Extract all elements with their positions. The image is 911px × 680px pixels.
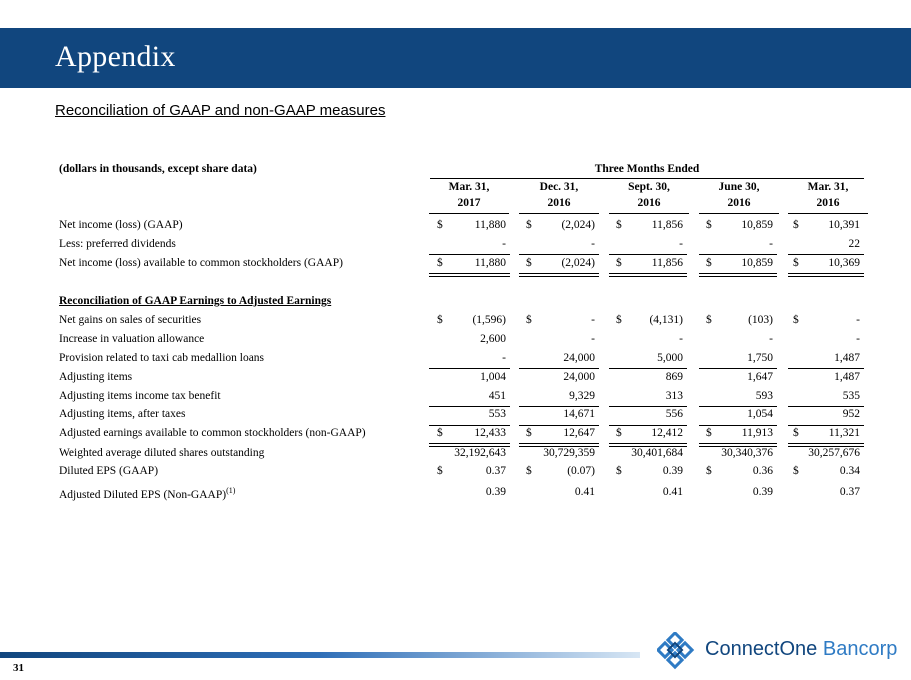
row-label — [59, 447, 264, 459]
logo-name-part1: ConnectOne — [705, 638, 818, 660]
column-header-date: Sept. 30, — [628, 181, 670, 193]
total-double-rule — [699, 273, 777, 277]
table-cell: - — [591, 238, 595, 250]
page-number: 31 — [13, 662, 24, 674]
footnote-marker: (1) — [226, 486, 236, 495]
table-cell: 9,329 — [569, 390, 595, 402]
currency-symbol: $ — [793, 427, 799, 439]
table-row-diluted-eps — [0, 465, 911, 483]
table-cell: 0.41 — [662, 486, 683, 498]
table-row-adj-eps — [0, 486, 911, 504]
table-cell: 1,487 — [834, 371, 860, 383]
table-cell: (4,131) — [649, 314, 683, 326]
row-label — [59, 219, 183, 231]
subtotal-rule — [609, 425, 687, 426]
table-cell: 5,000 — [657, 352, 683, 364]
column-header-date: Dec. 31, — [539, 181, 579, 193]
table-cell: 30,401,684 — [631, 447, 683, 459]
table-cell: 593 — [755, 390, 773, 402]
currency-symbol: $ — [526, 219, 532, 231]
row-label-text: Adjusting items, after taxes — [59, 408, 186, 420]
currency-symbol: $ — [706, 427, 712, 439]
group-header: Three Months Ended — [594, 163, 700, 175]
column-header-rule — [699, 213, 779, 214]
table-cell: 11,880 — [474, 219, 506, 231]
table-cell: 22 — [848, 238, 860, 250]
table-cell: 1,054 — [747, 408, 773, 420]
row-label-text: Adjusted Diluted EPS (Non-GAAP) — [59, 488, 227, 501]
footer-gradient-bar — [0, 652, 640, 658]
row-label — [59, 408, 185, 420]
logo-name-part2: Bancorp — [822, 638, 898, 660]
subtotal-rule — [699, 254, 777, 255]
logo-mark-icon — [657, 632, 697, 672]
column-header-year: 2017 — [457, 197, 481, 209]
table-cell: 0.37 — [485, 465, 506, 477]
table-cell: - — [502, 352, 506, 364]
table-cell: 24,000 — [563, 371, 595, 383]
table-cell: - — [591, 333, 595, 345]
column-header-rule — [429, 213, 509, 214]
row-label — [59, 486, 235, 501]
connectone-logo — [655, 630, 911, 670]
table-cell: - — [679, 238, 683, 250]
table-cell: - — [502, 238, 506, 250]
table-cell: 0.37 — [839, 486, 860, 498]
table-cell: 869 — [665, 371, 683, 383]
table-cell: 30,340,376 — [721, 447, 773, 459]
table-cell: 0.36 — [752, 465, 773, 477]
row-label-text: Reconciliation of GAAP Earnings to Adjusted Earnings — [59, 295, 332, 307]
table-cell: 1,750 — [747, 352, 773, 364]
group-header-rule — [430, 178, 864, 179]
row-label-text: Net gains on sales of securities — [59, 314, 202, 326]
currency-symbol: $ — [437, 257, 443, 269]
table-cell: 2,600 — [480, 333, 506, 345]
table-cell: 10,859 — [741, 257, 773, 269]
table-cell: - — [856, 333, 860, 345]
subtotal-rule — [429, 425, 510, 426]
table-cell: - — [856, 314, 860, 326]
subtotal-rule — [699, 368, 777, 369]
table-cell: - — [679, 333, 683, 345]
subtotal-rule — [788, 406, 864, 407]
subtotal-rule — [788, 425, 864, 426]
table-cell: 313 — [665, 390, 683, 402]
currency-symbol: $ — [437, 427, 443, 439]
table-row-recon-header — [0, 295, 911, 313]
table-row-wtd-shares — [0, 447, 911, 465]
table-cell: 535 — [842, 390, 860, 402]
table-cell: (1,596) — [472, 314, 506, 326]
row-label-text: Increase in valuation allowance — [59, 333, 205, 345]
column-header-date: Mar. 31, — [807, 181, 849, 193]
table-cell: 14,671 — [563, 408, 595, 420]
subtotal-rule — [609, 254, 687, 255]
row-label-text: Adjusting items income tax benefit — [59, 390, 221, 402]
currency-symbol: $ — [437, 219, 443, 231]
subtotal-rule — [609, 368, 687, 369]
row-label-text: Provision related to taxi cab medallion loans — [59, 352, 265, 364]
table-unit-note: (dollars in thousands, except share data) — [59, 163, 257, 175]
table-cell: 32,192,643 — [454, 447, 506, 459]
row-label — [59, 390, 221, 402]
table-row-adj-after-tax — [0, 408, 911, 426]
column-header-year: 2016 — [547, 197, 571, 209]
row-label — [59, 314, 201, 326]
table-cell: (2,024) — [561, 257, 595, 269]
subtotal-rule — [429, 406, 510, 407]
row-label — [59, 333, 204, 345]
row-label — [59, 427, 366, 439]
table-cell: 0.34 — [839, 465, 860, 477]
row-label — [59, 352, 264, 364]
table-cell: 24,000 — [563, 352, 595, 364]
table-cell: - — [769, 238, 773, 250]
subtotal-rule — [429, 254, 510, 255]
row-label-text: Net income (loss) (GAAP) — [59, 219, 183, 231]
currency-symbol: $ — [616, 314, 622, 326]
subtotal-rule — [519, 368, 599, 369]
currency-symbol: $ — [793, 314, 799, 326]
currency-symbol: $ — [526, 427, 532, 439]
column-header-rule — [519, 213, 599, 214]
subtotal-rule — [788, 368, 864, 369]
table-cell: 11,321 — [828, 427, 860, 439]
table-row-valuation — [0, 333, 911, 351]
column-header-year: 2016 — [637, 197, 661, 209]
subtotal-rule — [519, 254, 599, 255]
table-cell: 10,369 — [828, 257, 860, 269]
currency-symbol: $ — [616, 219, 622, 231]
total-double-rule — [609, 273, 687, 277]
table-cell: 0.41 — [574, 486, 595, 498]
table-cell: 12,433 — [474, 427, 506, 439]
table-cell: 11,913 — [741, 427, 773, 439]
currency-symbol: $ — [526, 257, 532, 269]
column-header-4 — [699, 181, 779, 209]
table-cell: 30,729,359 — [543, 447, 595, 459]
table-cell: 1,004 — [480, 371, 506, 383]
table-cell: 451 — [488, 390, 506, 402]
subtotal-rule — [519, 425, 599, 426]
section-heading — [59, 295, 331, 307]
currency-symbol: $ — [706, 465, 712, 477]
table-cell: 11,856 — [651, 219, 683, 231]
table-cell: 10,859 — [741, 219, 773, 231]
section-subtitle: Reconciliation of GAAP and non-GAAP measures — [55, 102, 386, 119]
table-cell: 0.39 — [662, 465, 683, 477]
table-cell: 1,647 — [747, 371, 773, 383]
column-header-date: Mar. 31, — [448, 181, 490, 193]
row-label-text: Adjusting items — [59, 371, 133, 383]
total-double-rule — [429, 273, 510, 277]
table-cell: 0.39 — [752, 486, 773, 498]
column-header-date: June 30, — [718, 181, 760, 193]
table-cell: 11,880 — [474, 257, 506, 269]
column-header-year: 2016 — [816, 197, 840, 209]
table-cell: - — [769, 333, 773, 345]
column-header-rule — [609, 213, 689, 214]
subtotal-rule — [609, 406, 687, 407]
currency-symbol: $ — [793, 219, 799, 231]
row-label-text: Net income (loss) available to common stockholders (GAAP) — [59, 257, 343, 269]
column-header-1 — [429, 181, 509, 209]
logo-wordmark — [705, 638, 897, 661]
subtotal-rule — [788, 254, 864, 255]
table-cell: 30,257,676 — [808, 447, 860, 459]
table-cell: 10,391 — [828, 219, 860, 231]
table-cell: (0.07) — [567, 465, 595, 477]
total-double-rule — [788, 273, 864, 277]
currency-symbol: $ — [793, 465, 799, 477]
table-row-net-gains — [0, 314, 911, 332]
table-cell: 11,856 — [651, 257, 683, 269]
row-label — [59, 465, 158, 477]
table-cell: 12,412 — [651, 427, 683, 439]
row-label-text: Adjusted earnings available to common stockholders (non-GAAP) — [59, 427, 366, 439]
currency-symbol: $ — [706, 257, 712, 269]
currency-symbol: $ — [616, 465, 622, 477]
table-cell: 952 — [842, 408, 860, 420]
currency-symbol: $ — [706, 314, 712, 326]
row-label — [59, 257, 343, 269]
currency-symbol: $ — [526, 314, 532, 326]
currency-symbol: $ — [706, 219, 712, 231]
column-header-5 — [788, 181, 868, 209]
table-cell: 556 — [665, 408, 683, 420]
table-cell: 1,487 — [834, 352, 860, 364]
table-cell: 553 — [488, 408, 506, 420]
subtotal-rule — [699, 406, 777, 407]
currency-symbol: $ — [616, 427, 622, 439]
column-header-rule — [788, 213, 868, 214]
table-cell: (103) — [748, 314, 773, 326]
row-label — [59, 238, 176, 250]
table-cell: (2,024) — [561, 219, 595, 231]
table-cell: 0.39 — [485, 486, 506, 498]
currency-symbol: $ — [616, 257, 622, 269]
currency-symbol: $ — [526, 465, 532, 477]
row-label — [59, 371, 132, 383]
table-cell: - — [591, 314, 595, 326]
total-double-rule — [519, 273, 599, 277]
table-row-adj-items — [0, 371, 911, 389]
column-header-2 — [519, 181, 599, 209]
page-title: Appendix — [55, 40, 176, 73]
row-label-text: Less: preferred dividends — [59, 238, 176, 250]
subtotal-rule — [699, 425, 777, 426]
currency-symbol: $ — [437, 465, 443, 477]
subtotal-rule — [429, 368, 510, 369]
subtotal-rule — [519, 406, 599, 407]
currency-symbol: $ — [437, 314, 443, 326]
row-label-text: Weighted average diluted shares outstanding — [59, 447, 265, 459]
table-row-net-income — [0, 219, 911, 237]
currency-symbol: $ — [793, 257, 799, 269]
table-cell: 12,647 — [563, 427, 595, 439]
column-header-3 — [609, 181, 689, 209]
column-header-year: 2016 — [727, 197, 751, 209]
row-label-text: Diluted EPS (GAAP) — [59, 465, 159, 477]
